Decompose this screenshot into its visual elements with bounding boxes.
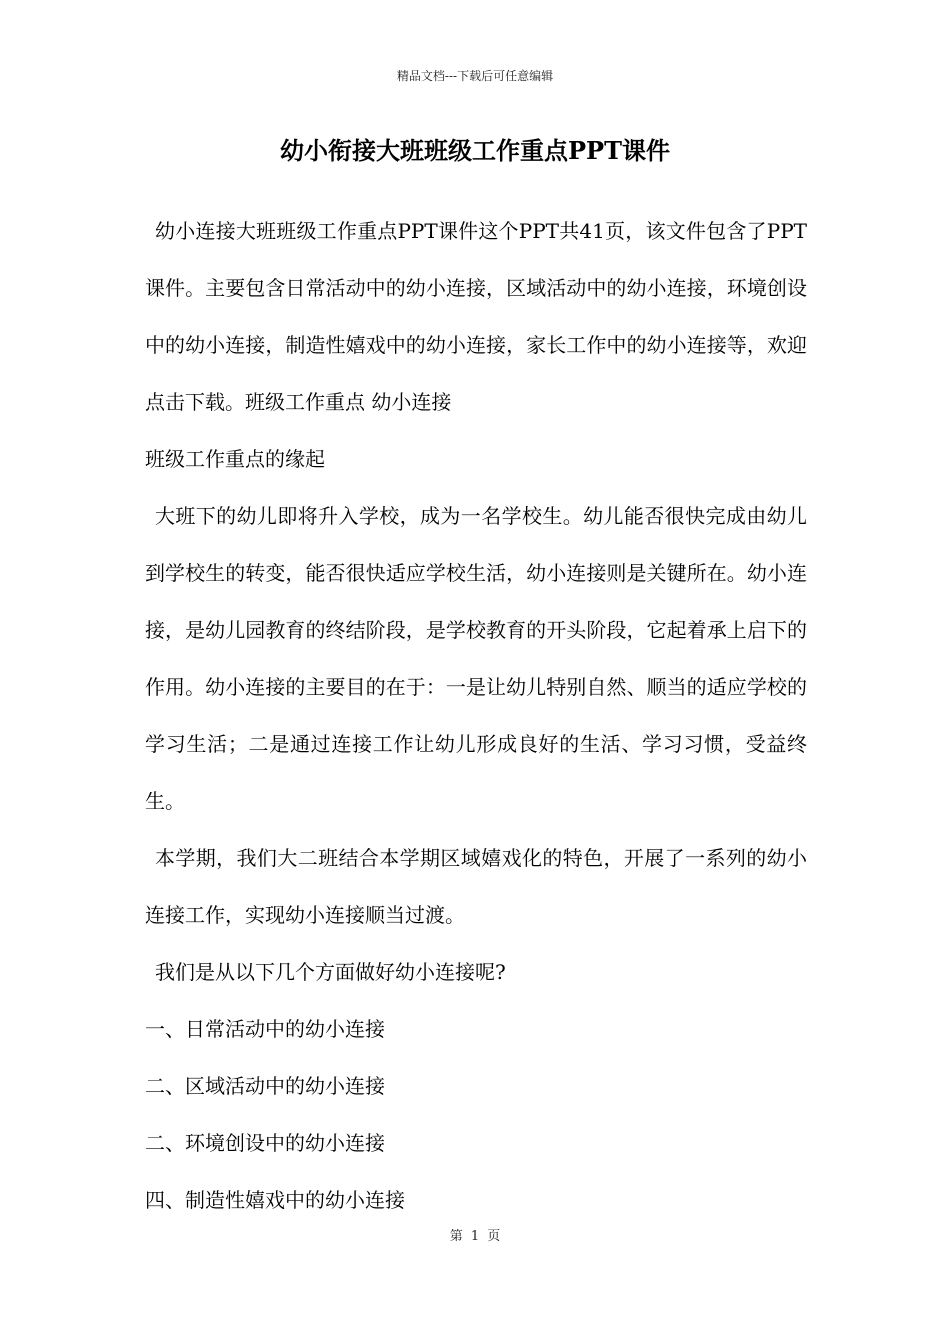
paragraph-background: 大班下的幼儿即将升入学校，成为一名学校生。幼儿能否很快完成由幼儿到学校生的转变，能否很快适应学校生活，幼小连接则是关键所在。幼小连接，是幼儿园教育的终结阶段，是学校教育的开头阶段，它起着承上启下的作用。幼小连接的主要目的在于：一是让幼儿特别自然、顺当的适应学校的学习生活；二是通过连接工作让幼儿形成良好的生活、学习习惯，受益终生。: [145, 504, 807, 813]
paragraph-question: 我们是从以下几个方面做好幼小连接呢?: [155, 960, 506, 984]
paragraph-semester: 本学期，我们大二班结合本学期区域嬉戏化的特色，开展了一系列的幼小连接工作，实现幼小连接顺当过渡。: [145, 846, 807, 927]
document-title: 幼小衔接大班班级工作重点PPT课件: [280, 136, 670, 165]
paragraph-section-heading: 班级工作重点的缘起: [145, 447, 325, 471]
list-item-3: 二、环境创设中的幼小连接: [145, 1131, 385, 1155]
document-body: [145, 203, 807, 1229]
paragraph-intro: 幼小连接大班班级工作重点PPT课件这个PPT共41页，该文件包含了PPT课件。主要包含日常活动中的幼小连接，区域活动中的幼小连接，环境创设中的幼小连接，制造性嬉戏中的幼小连接，家长工作中的幼小连接等，欢迎点击下载。班级工作重点 幼小连接: [145, 219, 807, 414]
header-note: 精品文档---下载后可任意编辑: [396, 69, 554, 83]
list-item-2: 二、区域活动中的幼小连接: [145, 1074, 385, 1098]
list-item-4: 四、制造性嬉戏中的幼小连接: [145, 1188, 405, 1212]
list-item-1: 一、日常活动中的幼小连接: [145, 1017, 385, 1041]
page-number: 第 1 页: [449, 1229, 501, 1244]
